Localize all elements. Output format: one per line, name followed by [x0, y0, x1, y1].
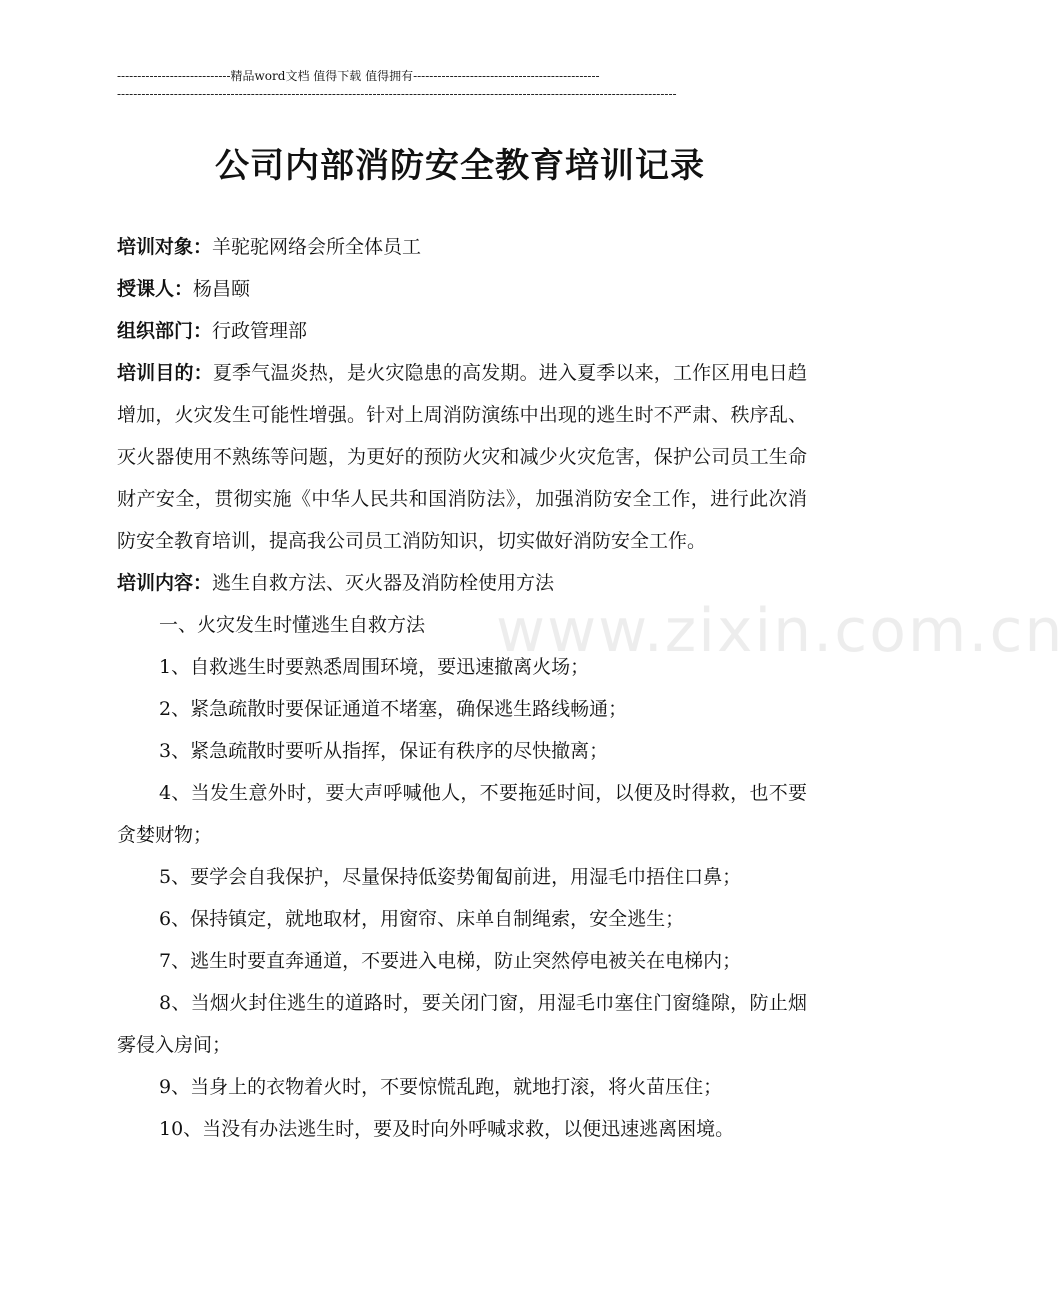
field-target [117, 226, 807, 268]
list-item: 10、当没有办法逃生时，要及时向外呼喊求救，以便迅速逃离困境。 [159, 1118, 735, 1140]
field-purpose [117, 352, 807, 562]
list-item: 9、当身上的衣物着火时，不要惊慌乱跑，就地打滚，将火苗压住； [159, 1076, 723, 1098]
document-body [117, 226, 807, 1150]
page-header-banner: ----------------------------精品word文档 值得下载 值得拥有---------------------------------------------- [117, 69, 600, 83]
list-item: 1、自救逃生时要熟悉周围环境，要迅速撤离火场； [159, 656, 590, 678]
field-content [117, 562, 807, 604]
list-item: 4、当发生意外时，要大声呼喊他人，不要拖延时间，以便及时得救，也不要贪婪财物； [117, 782, 807, 846]
field-label: 培训内容： [117, 572, 213, 594]
field-department [117, 310, 807, 352]
field-label: 授课人： [117, 278, 194, 300]
field-lecturer [117, 268, 807, 310]
field-value: 逃生自救方法、灭火器及消防栓使用方法 [212, 572, 555, 594]
field-label: 培训对象： [117, 236, 213, 258]
field-value: 羊驼驼网络会所全体员工 [212, 236, 422, 258]
field-value: 杨昌颐 [193, 278, 251, 300]
list-item: 8、当烟火封住逃生的道路时，要关闭门窗，用湿毛巾塞住门窗缝隙，防止烟雾侵入房间； [117, 992, 807, 1056]
list-item: 7、逃生时要直奔通道，不要进入电梯，防止突然停电被关在电梯内； [159, 950, 742, 972]
field-label: 培训目的： [117, 362, 213, 384]
list-item: 6、保持镇定，就地取材，用窗帘、床单自制绳索，安全逃生； [159, 908, 685, 930]
list-item: 3、紧急疏散时要听从指挥，保证有秩序的尽快撤离； [159, 740, 609, 762]
watermark: www.zixin.com.cn [496, 596, 1064, 666]
field-label: 组织部门： [117, 320, 213, 342]
field-value: 行政管理部 [212, 320, 308, 342]
header-rule: ------------------------------------------------------------------------------------------------------------------------------------------ [117, 87, 677, 101]
document-title: 公司内部消防安全教育培训记录 [215, 146, 705, 186]
field-value: 夏季气温炎热，是火灾隐患的高发期。进入夏季以来，工作区用电日趋增加，火灾发生可能性增强。针对上周消防演练中出现的逃生时不严肃、秩序乱、灭火器使用不熟练等问题，为更好的预防火灾和减少火灾危害，保护公司员工生命财产安全，贯彻实施《中华人民共和国消防法》，加强消防安全工作，进行此次消防安全教育培训，提高我公司员工消防知识，切实做好消防安全工作。 [117, 362, 807, 552]
list-item: 5、要学会自我保护，尽量保持低姿势匍匐前进，用湿毛巾捂住口鼻； [159, 866, 742, 888]
section-heading: 一、火灾发生时懂逃生自救方法 [159, 614, 426, 636]
list-item: 2、紧急疏散时要保证通道不堵塞，确保逃生路线畅通； [159, 698, 628, 720]
